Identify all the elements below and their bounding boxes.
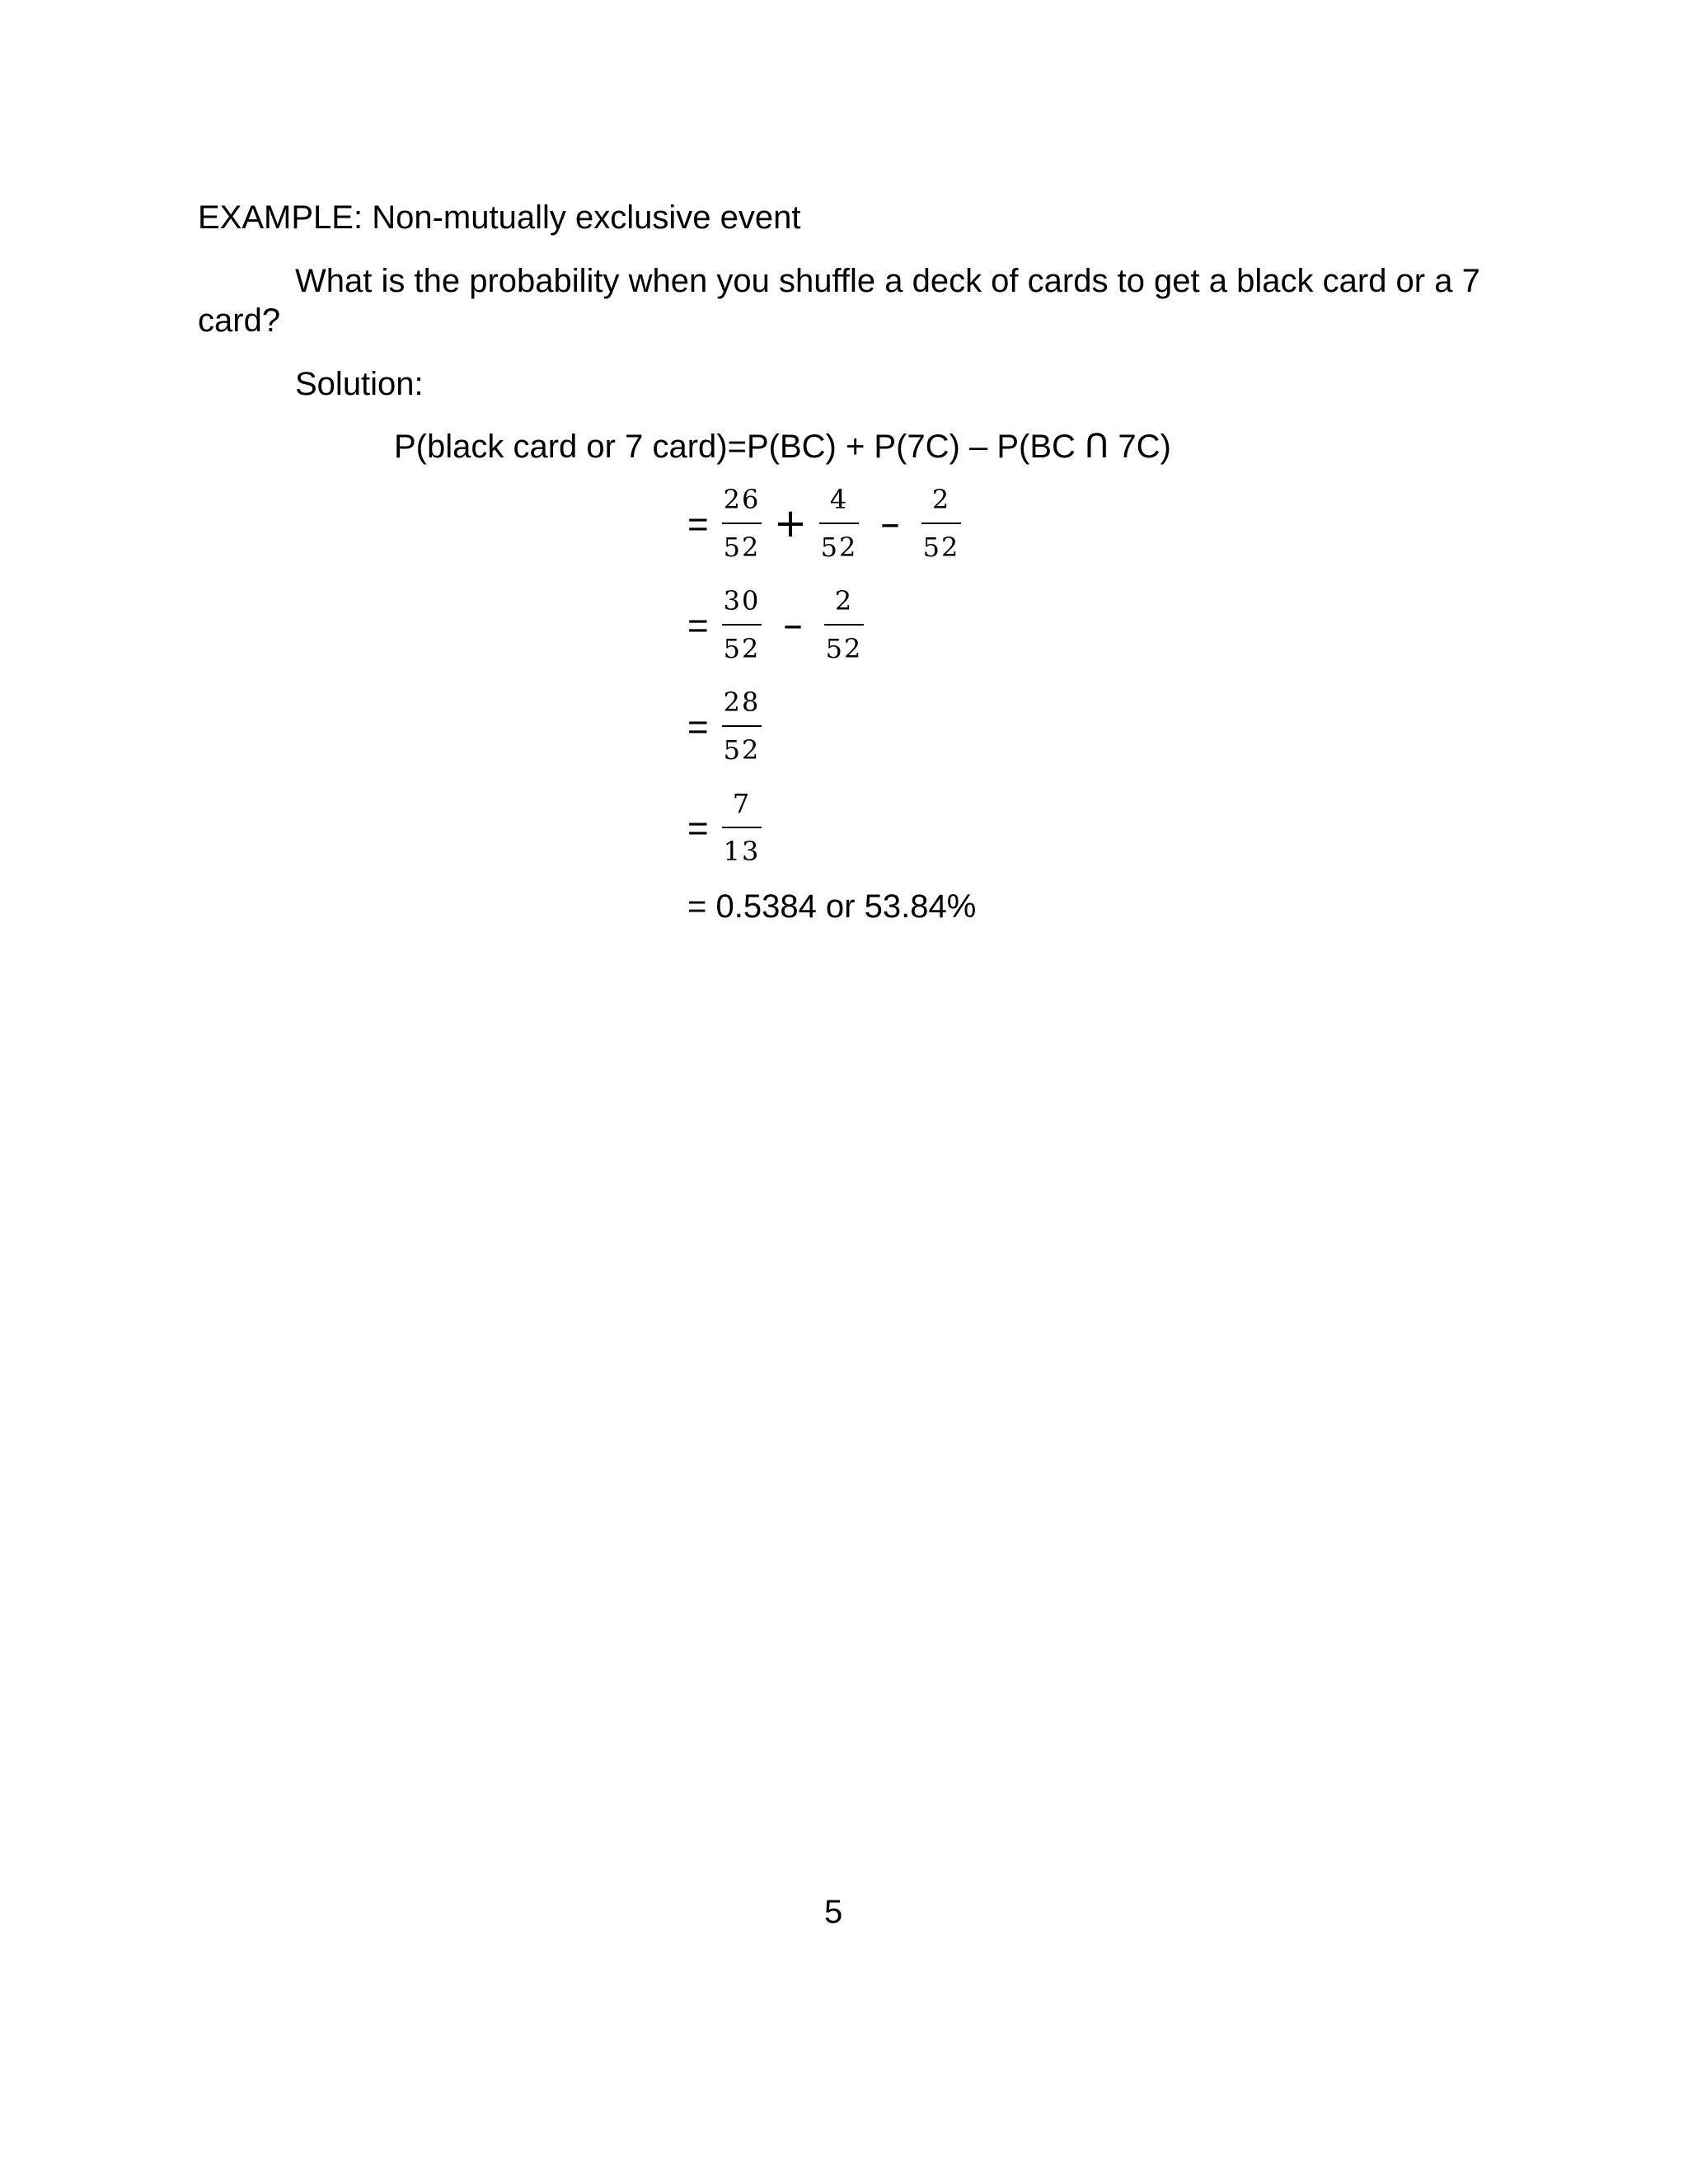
fraction-bar bbox=[722, 624, 762, 626]
solution-label: Solution: bbox=[295, 366, 424, 402]
numerator: 4 bbox=[829, 484, 849, 515]
numerator: 30 bbox=[723, 585, 761, 616]
page-number: 5 bbox=[824, 1894, 843, 1930]
fraction bbox=[720, 583, 763, 667]
numerator: 7 bbox=[732, 788, 752, 819]
question-text-line-2: card? bbox=[198, 302, 281, 339]
fraction-bar bbox=[921, 523, 961, 524]
final-result: = 0.5384 or 53.84% bbox=[687, 888, 977, 925]
fraction-bar bbox=[722, 725, 762, 727]
plus-operator: + bbox=[773, 500, 808, 546]
solution-step-4 bbox=[687, 778, 763, 877]
denominator: 52 bbox=[825, 633, 863, 664]
example-heading: EXAMPLE: Non-mutually exclusive event bbox=[198, 199, 801, 236]
equals-sign: = bbox=[687, 504, 709, 545]
question-text-line-1: What is the probability when you shuffle a deck of cards to get a black card or a 7 bbox=[295, 263, 1480, 299]
solution-step-2 bbox=[687, 575, 865, 674]
fraction-bar bbox=[824, 624, 864, 626]
equals-sign: = bbox=[687, 707, 709, 748]
fraction bbox=[720, 684, 763, 768]
fraction bbox=[720, 785, 763, 869]
solution-step-1 bbox=[687, 474, 963, 573]
fraction bbox=[818, 481, 860, 565]
fraction bbox=[823, 583, 865, 667]
equals-sign: = bbox=[687, 808, 709, 849]
numerator: 2 bbox=[834, 585, 854, 616]
denominator: 13 bbox=[723, 836, 761, 867]
numerator: 2 bbox=[931, 484, 951, 515]
fraction bbox=[920, 481, 963, 565]
probability-formula: P(black card or 7 card)=P(BC) + P(7C) – P(BC Ո 7C) bbox=[394, 429, 1171, 465]
denominator: 52 bbox=[820, 532, 858, 563]
denominator: 52 bbox=[723, 633, 761, 664]
minus-operator: – bbox=[880, 500, 900, 546]
fraction-bar bbox=[722, 827, 762, 828]
fraction bbox=[720, 481, 763, 565]
equals-sign: = bbox=[687, 606, 709, 646]
minus-operator: – bbox=[783, 602, 803, 648]
fraction-bar bbox=[819, 523, 859, 524]
numerator: 26 bbox=[723, 484, 761, 515]
solution-step-3 bbox=[687, 677, 763, 776]
denominator: 52 bbox=[922, 532, 960, 563]
fraction-bar bbox=[722, 523, 762, 524]
numerator: 28 bbox=[723, 687, 761, 718]
denominator: 52 bbox=[723, 734, 761, 766]
denominator: 52 bbox=[723, 532, 761, 563]
